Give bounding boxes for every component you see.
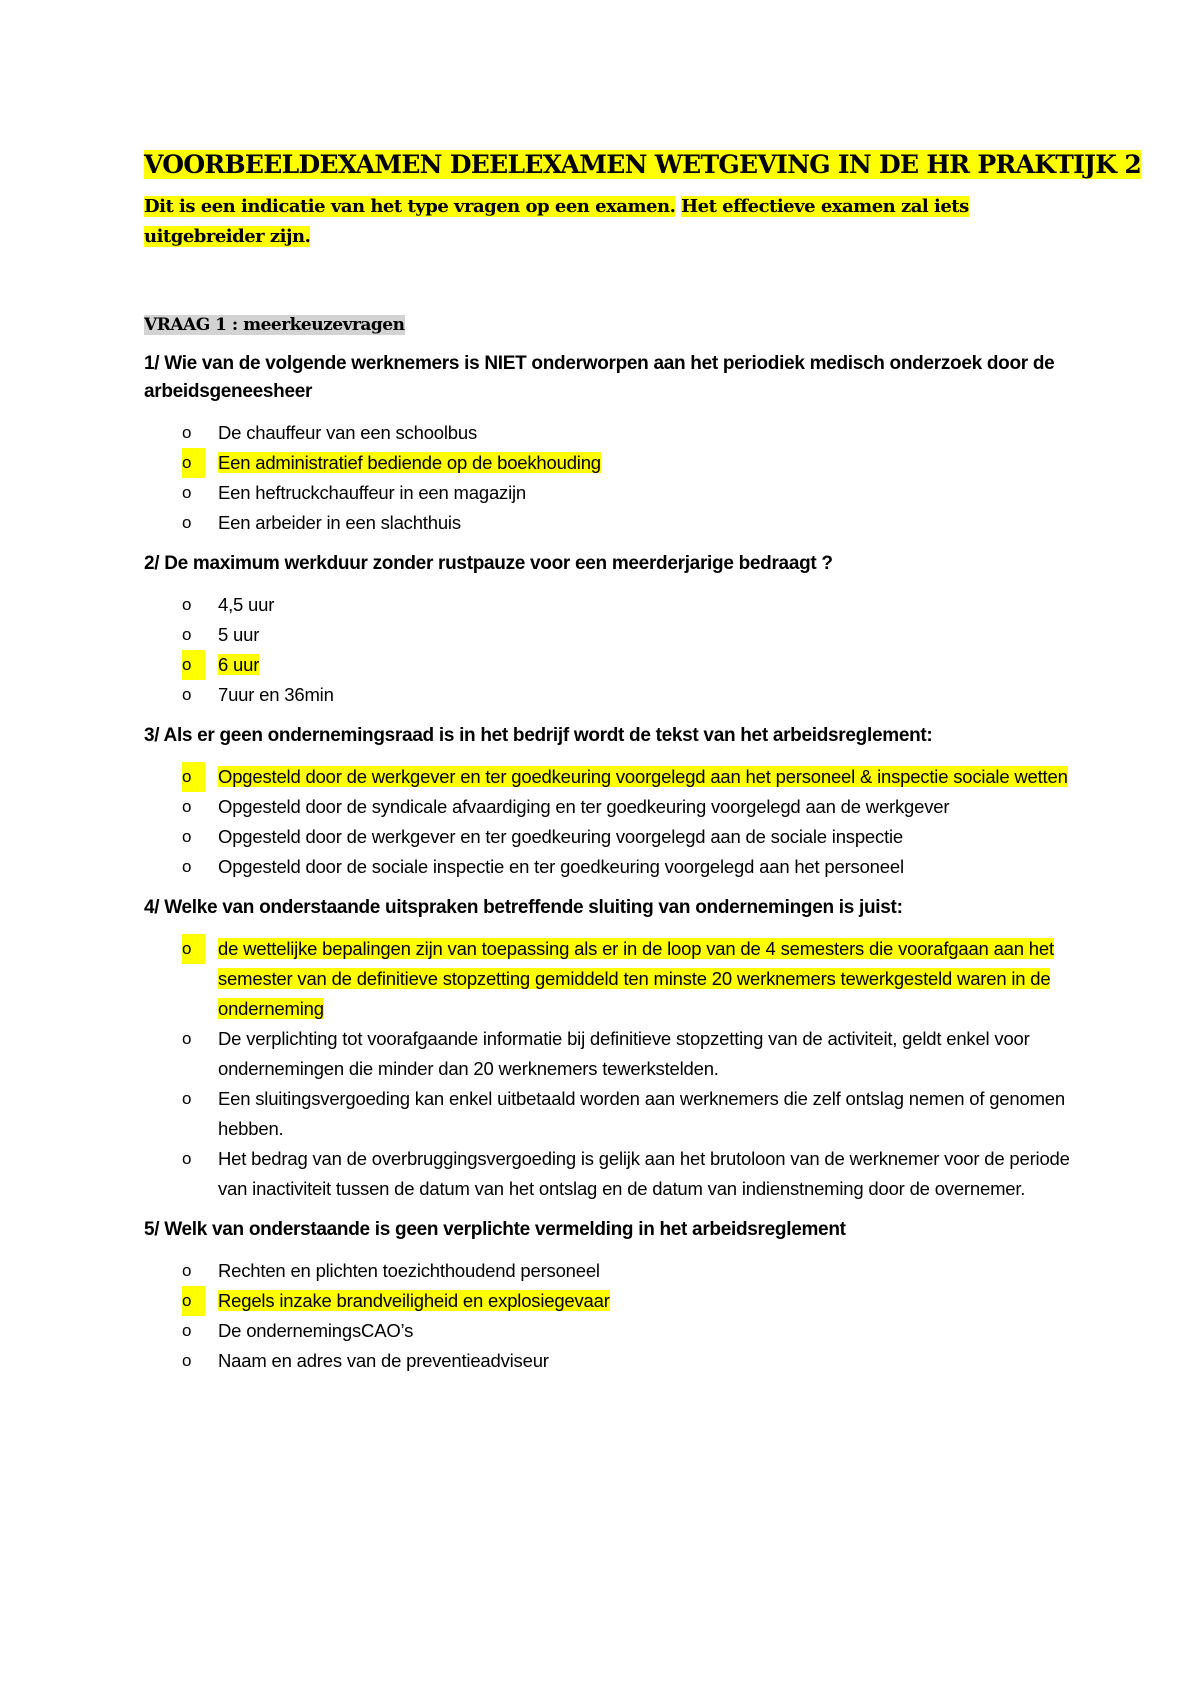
bullet-icon: o [182, 1351, 192, 1370]
answer-option [144, 680, 1074, 710]
bullet-icon: o [182, 685, 192, 704]
bullet-icon: o [182, 1149, 192, 1168]
bullet-icon: o [182, 483, 192, 502]
answer-option [144, 1256, 1074, 1286]
answer-option-text: De ondernemingsCAO’s [218, 1320, 414, 1341]
intro-note [144, 192, 1074, 252]
answer-option-highlighted [144, 448, 1074, 478]
bullet-icon: o [182, 650, 205, 680]
answer-option-text: Opgesteld door de sociale inspectie en ter goedkeuring voorgelegd aan het personeel [218, 856, 904, 877]
answer-option [144, 822, 1074, 852]
question-1-text: 1/ Wie van de volgende werknemers is NIET onderworpen aan het periodiek medisch onderzoek door de arbeidsgeneesheer [144, 353, 1055, 402]
answer-option-text: Een heftruckchauffeur in een magazijn [218, 482, 526, 503]
question-5-options [144, 1256, 1074, 1376]
answer-option-text: Opgesteld door de werkgever en ter goedkeuring voorgelegd aan de sociale inspectie [218, 826, 904, 847]
answer-option-highlighted [144, 1286, 1074, 1316]
bullet-icon: o [182, 595, 192, 614]
answer-option-text: de wettelijke bepalingen zijn van toepassing als er in de loop van de 4 semesters die voorafgaan aan het semester van de definitieve stopzetting gemiddeld ten minste 20 werknemers tewerkgesteld waren in de onderneming [218, 938, 1054, 1019]
answer-option-text: Een arbeider in een slachthuis [218, 512, 461, 533]
answer-option-highlighted [144, 650, 1074, 680]
answer-option-text: Opgesteld door de werkgever en ter goedkeuring voorgelegd aan het personeel & inspectie sociale wetten [218, 766, 1068, 787]
bullet-icon: o [182, 1089, 192, 1108]
answer-option-highlighted [144, 762, 1074, 792]
answer-option [144, 418, 1074, 448]
answer-option-text: De verplichting tot voorafgaande informatie bij definitieve stopzetting van de activiteit, geldt enkel voor ondernemingen die minder dan 20 werknemers tewerkstelden. [218, 1028, 1030, 1079]
answer-option-text: Regels inzake brandveiligheid en explosiegevaar [218, 1290, 610, 1311]
bullet-icon: o [182, 827, 192, 846]
answer-option [144, 478, 1074, 508]
answer-option [144, 590, 1074, 620]
question-3-text: 3/ Als er geen ondernemingsraad is in het bedrijf wordt de tekst van het arbeidsreglement: [144, 725, 933, 746]
question-5-text: 5/ Welk van onderstaande is geen verplichte vermelding in het arbeidsreglement [144, 1219, 846, 1240]
section-heading-text: VRAAG 1 : meerkeuzevragen [144, 315, 405, 335]
question-2-options [144, 590, 1074, 710]
bullet-icon: o [182, 1321, 192, 1340]
question-4-text: 4/ Welke van onderstaande uitspraken betreffende sluiting van ondernemingen is juist: [144, 897, 903, 918]
answer-option-text: Rechten en plichten toezichthoudend personeel [218, 1260, 600, 1281]
answer-option [144, 1024, 1074, 1084]
answer-option [144, 508, 1074, 538]
bullet-icon: o [182, 857, 192, 876]
answer-option [144, 1346, 1074, 1376]
answer-option-text: 6 uur [218, 654, 260, 675]
answer-option [144, 1084, 1074, 1144]
bullet-icon: o [182, 625, 192, 644]
answer-option [144, 852, 1074, 882]
bullet-icon: o [182, 762, 205, 792]
answer-option-text: Naam en adres van de preventieadviseur [218, 1350, 549, 1371]
answer-option-text: De chauffeur van een schoolbus [218, 422, 478, 443]
bullet-icon: o [182, 448, 205, 478]
answer-option-text: Een sluitingsvergoeding kan enkel uitbetaald worden aan werknemers die zelf ontslag nemen of genomen hebben. [218, 1088, 1065, 1139]
bullet-icon: o [182, 797, 192, 816]
intro-line-1: Dit is een indicatie van het type vragen op een examen. [144, 196, 676, 217]
bullet-icon: o [182, 1029, 192, 1048]
question-1-options [144, 418, 1074, 538]
answer-option [144, 1144, 1074, 1204]
answer-option-text: 5 uur [218, 624, 260, 645]
answer-option-text: Een administratief bediende op de boekhouding [218, 452, 601, 473]
question-4-options [144, 934, 1074, 1204]
section-heading [144, 312, 1074, 338]
answer-option-text: Het bedrag van de overbruggingsvergoeding is gelijk aan het brutoloon van de werknemer voor de periode van inactiviteit tussen de datum van het ontslag en de datum van indienstneming door de overnemer. [218, 1148, 1070, 1199]
answer-option-text: 4,5 uur [218, 594, 275, 615]
intro-line-2: Het effectieve examen zal iets uitgebreider zijn. [144, 196, 969, 247]
document-body [144, 140, 1142, 1388]
question-2-text: 2/ De maximum werkduur zonder rustpauze voor een meerderjarige bedraagt ? [144, 553, 833, 574]
answer-option-text: 7uur en 36min [218, 684, 334, 705]
question-3-options [144, 762, 1074, 882]
question-list [144, 350, 1074, 1376]
bullet-icon: o [182, 1261, 192, 1280]
answer-option-text: Opgesteld door de syndicale afvaardiging en ter goedkeuring voorgelegd aan de werkgever [218, 796, 950, 817]
answer-option [144, 620, 1074, 650]
bullet-icon: o [182, 513, 192, 532]
bullet-icon: o [182, 934, 205, 964]
answer-option-highlighted [144, 934, 1074, 1024]
bullet-icon: o [182, 1286, 205, 1316]
document-title [144, 148, 1142, 182]
bullet-icon: o [182, 423, 192, 442]
answer-option [144, 792, 1074, 822]
document-title-text: VOORBEELDEXAMEN DEELEXAMEN WETGEVING IN DE HR PRAKTIJK 2 [144, 150, 1142, 179]
answer-option [144, 1316, 1074, 1346]
